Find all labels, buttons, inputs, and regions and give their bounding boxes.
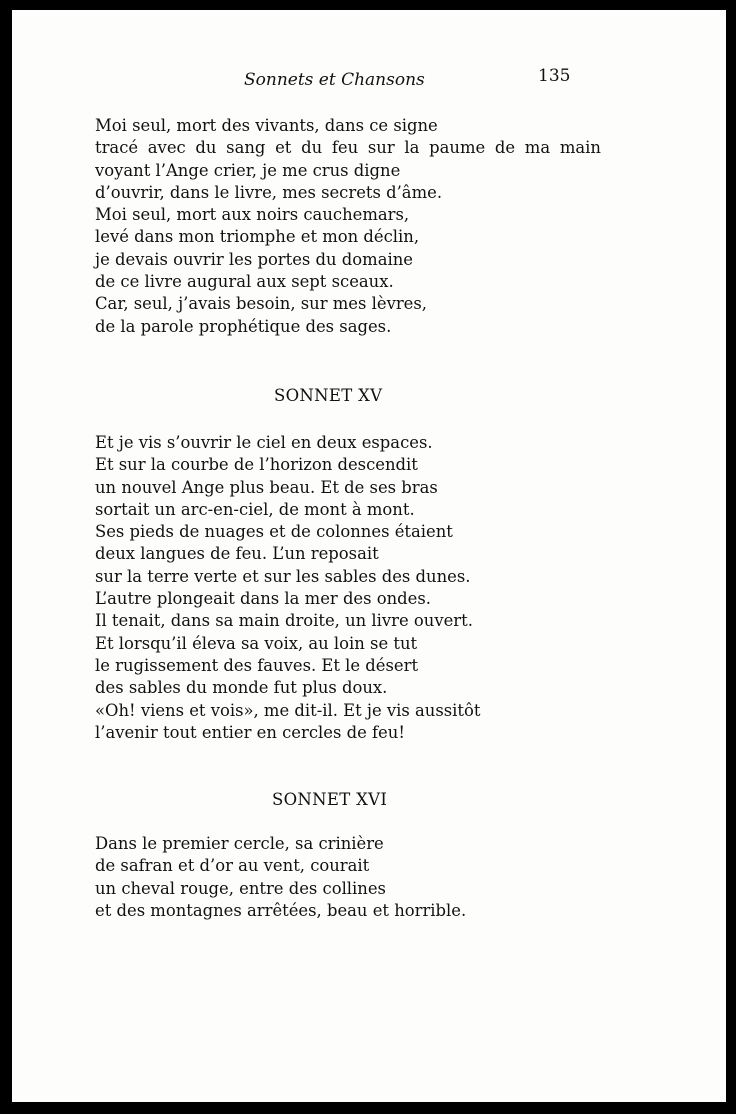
poem-line: de ce livre augural aux sept sceaux. [95, 272, 394, 292]
poem-stanza-continued [95, 115, 601, 338]
poem-line: le rugissement des fauves. Et le désert [95, 655, 419, 675]
poem-line: Moi seul, mort aux noirs cauchemars, [95, 205, 410, 225]
poem-line: «Oh! viens et vois», me dit-il. Et je vis aussitôt [95, 700, 481, 720]
poem-line: Il tenait, dans sa main droite, un livre ouvert. [95, 611, 473, 631]
sonnet-xvi-body [95, 833, 466, 922]
poem-line: deux langues de feu. L’un reposait [95, 544, 379, 564]
poem-line: Moi seul, mort des vivants, dans ce signe [95, 116, 438, 135]
book-page [12, 10, 726, 1102]
page-number: 135 [538, 66, 571, 86]
poem-line: sortait un arc-en-ciel, de mont à mont. [95, 499, 415, 519]
poem-line: et des montagnes arrêtées, beau et horrible. [95, 900, 467, 920]
poem-line: L’autre plongeait dans la mer des ondes. [95, 589, 431, 609]
running-title: Sonnets et Chansons [244, 70, 425, 90]
poem-line: sur la terre verte et sur les sables des dunes. [95, 566, 471, 586]
poem-line: levé dans mon triomphe et mon déclin, [95, 227, 420, 247]
sonnet-xv-title: SONNET XV [274, 386, 383, 405]
poem-line: d’ouvrir, dans le livre, mes secrets d’âme. [95, 182, 443, 202]
poem-line: l’avenir tout entier en cercles de feu! [95, 722, 405, 742]
poem-line: Ses pieds de nuages et de colonnes étaient [95, 522, 453, 542]
poem-line: de la parole prophétique des sages. [95, 316, 392, 336]
poem-line: de safran et d’or au vent, courait [95, 856, 370, 876]
poem-line: Et lorsqu’il éleva sa voix, au loin se tut [95, 633, 418, 653]
poem-line: un cheval rouge, entre des collines [95, 878, 386, 898]
poem-line: un nouvel Ange plus beau. Et de ses bras [95, 477, 438, 497]
poem-line: Et sur la courbe de l’horizon descendit [95, 455, 418, 475]
poem-line: Car, seul, j’avais besoin, sur mes lèvres, [95, 294, 427, 314]
poem-line: Et je vis s’ouvrir le ciel en deux espaces. [95, 433, 433, 452]
sonnet-xv-body [95, 432, 480, 744]
poem-line: je devais ouvrir les portes du domaine [95, 249, 413, 269]
poem-line: voyant l’Ange crier, je me crus digne [95, 160, 401, 180]
poem-line: tracé avec du sang et du feu sur la paume de ma main [95, 138, 601, 158]
sonnet-xvi-title: SONNET XVI [272, 790, 388, 809]
poem-line: Dans le premier cercle, sa crinière [95, 834, 384, 853]
poem-line: des sables du monde fut plus doux. [95, 678, 388, 698]
